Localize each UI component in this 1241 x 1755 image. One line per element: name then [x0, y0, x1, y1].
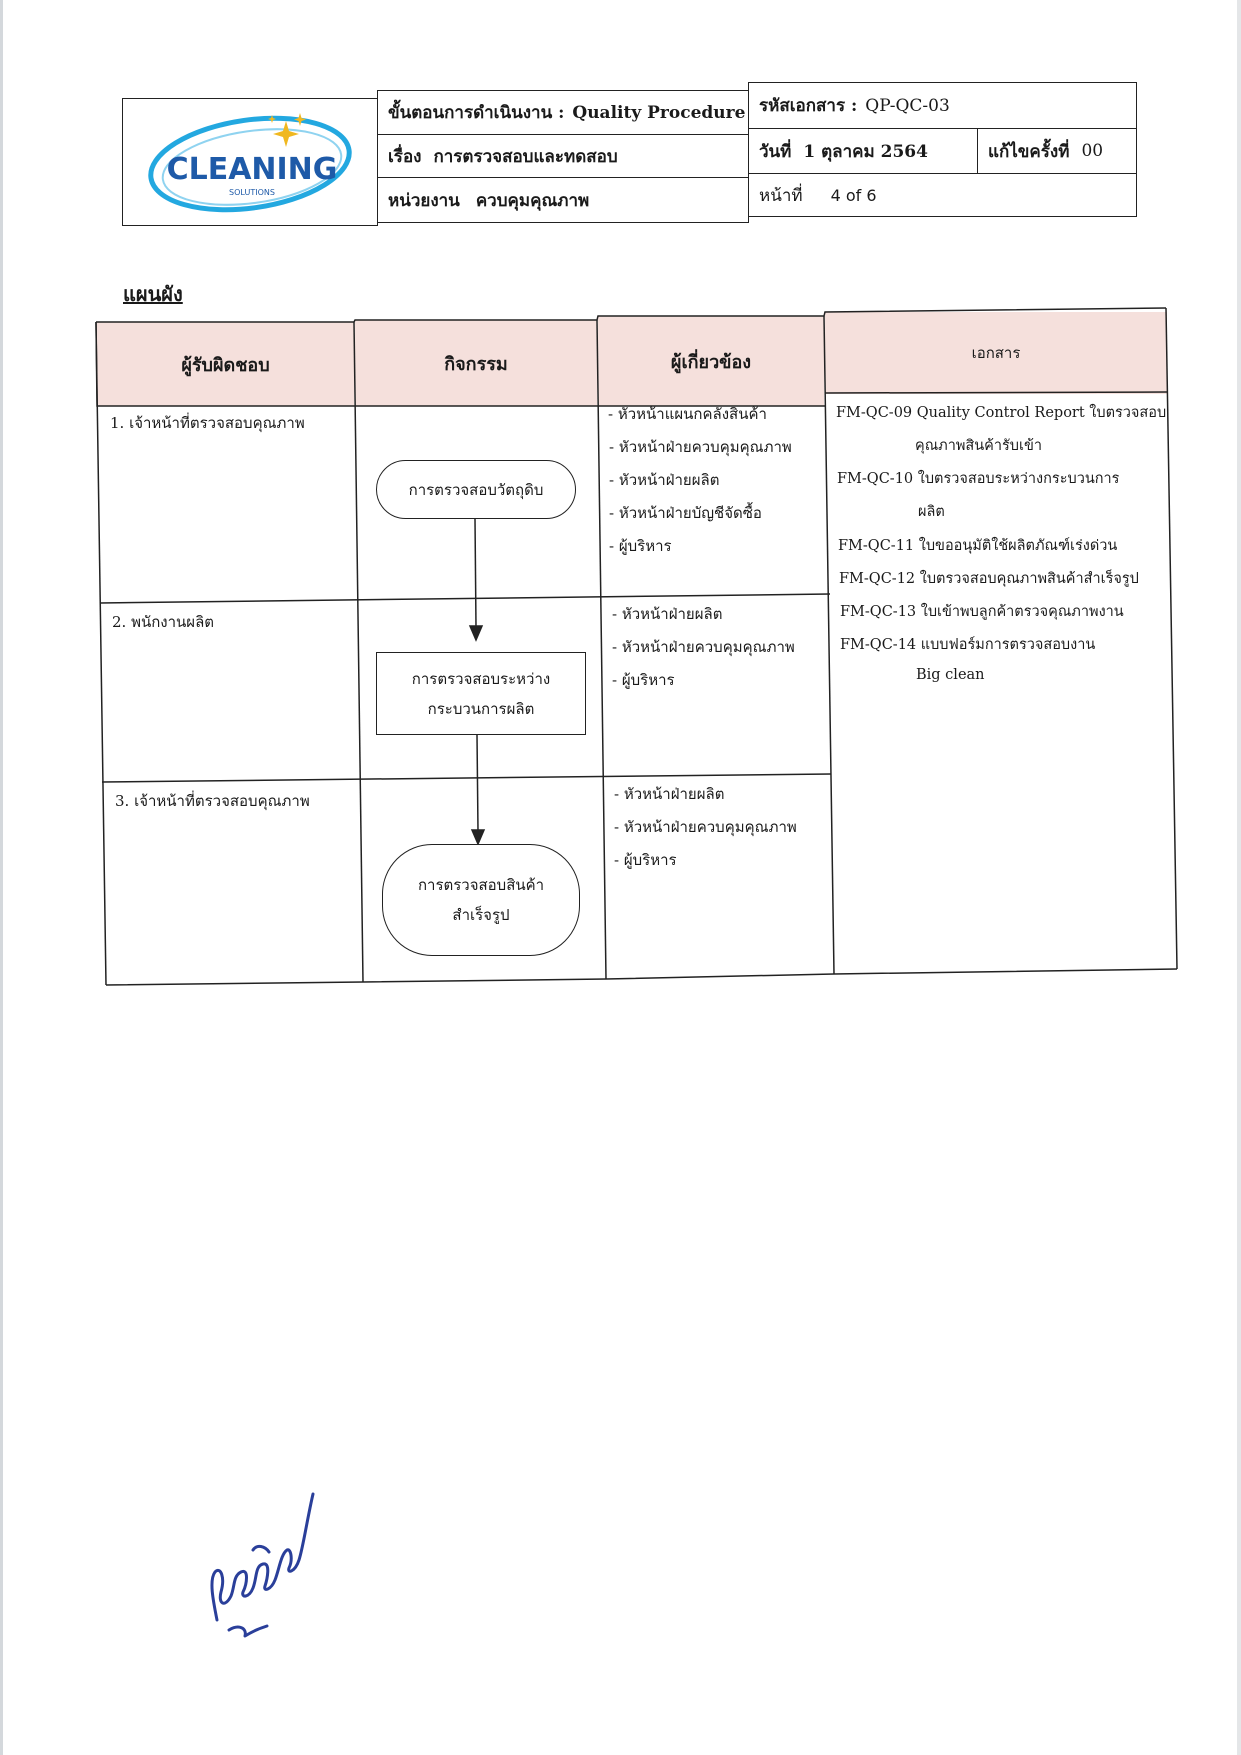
revision-value: 00: [1081, 141, 1104, 161]
activity-label: การตรวจสอบระหว่าง: [411, 669, 551, 688]
document-entry: FM-QC-11 ใบขออนุมัติใช้ผลิตภัณฑ์เร่งด่วน: [838, 538, 1118, 554]
activity-end-terminator: [382, 844, 580, 956]
revision-label: แก้ไขครั้งที่: [988, 141, 1070, 162]
column-header-documents: เอกสาร: [825, 312, 1167, 394]
document-entry: FM-QC-09 Quality Control Report ใบตรวจสอบ: [836, 405, 1167, 421]
related-item: - หัวหน้าฝ่ายผลิต: [609, 471, 720, 489]
document-entry: FM-QC-10 ใบตรวจสอบระหว่างกระบวนการ: [837, 471, 1120, 487]
responsible-cell: 1. เจ้าหน้าที่ตรวจสอบคุณภาพ: [110, 414, 305, 432]
activity-label: การตรวจสอบวัตถุดิบ: [408, 480, 544, 499]
section-title: แผนผัง: [123, 282, 183, 306]
subject-value: การตรวจสอบและทดสอบ: [433, 146, 618, 167]
subject-label: เรื่อง: [388, 146, 422, 167]
logo-tagline: SOLUTIONS: [229, 188, 275, 197]
related-item: - หัวหน้าแผนกคลังสินค้า: [608, 405, 767, 423]
procedure-value: Quality Procedure: [572, 102, 746, 123]
procedure-label: ขั้นตอนการดำเนินงาน :: [388, 103, 565, 123]
unit-value: ควบคุมคุณภาพ: [475, 190, 590, 211]
activity-process-box: [376, 652, 586, 735]
document-entry: FM-QC-12 ใบตรวจสอบคุณภาพสินค้าสำเร็จรูป: [839, 571, 1139, 587]
date-value: 1 ตุลาคม 2564: [803, 141, 928, 162]
related-item: - ผู้บริหาร: [609, 537, 672, 555]
document-entry: FM-QC-14 แบบฟอร์มการตรวจสอบงาน: [840, 637, 1096, 653]
related-item: - หัวหน้าฝ่ายบัญชีจัดซื้อ: [609, 504, 762, 522]
related-item: - ผู้บริหาร: [614, 851, 677, 869]
document-code-label: รหัสเอกสาร :: [759, 96, 858, 116]
page-number: 4 of 6: [830, 185, 877, 205]
document-code-value: QP-QC-03: [865, 95, 950, 116]
related-item: - หัวหน้าฝ่ายผลิต: [612, 605, 723, 623]
activity-label: การตรวจสอบสินค้า: [417, 876, 545, 894]
responsible-cell: 2. พนักงานผลิต: [112, 613, 215, 631]
page-label: หน้าที่: [759, 185, 803, 206]
document-entry: FM-QC-13 ใบเข้าพบลูกค้าตรวจคุณภาพงาน: [840, 604, 1124, 620]
signature: [195, 1480, 335, 1640]
activity-start-terminator: [376, 460, 576, 519]
column-header-related: ผู้เกี่ยวข้อง: [598, 316, 824, 406]
unit-label: หน่วยงาน: [388, 190, 460, 211]
date-label: วันที่: [759, 141, 792, 162]
related-item: - หัวหน้าฝ่ายควบคุมคุณภาพ: [614, 818, 797, 836]
column-header-responsible: ผู้รับผิดชอบ: [97, 322, 354, 406]
related-item: - หัวหน้าฝ่ายผลิต: [614, 785, 725, 803]
related-item: - หัวหน้าฝ่ายควบคุมคุณภาพ: [612, 638, 795, 656]
document-entry: ผลิต: [918, 504, 945, 520]
document-entry: คุณภาพสินค้ารับเข้า: [915, 438, 1043, 454]
related-item: - หัวหน้าฝ่ายควบคุมคุณภาพ: [609, 438, 792, 456]
activity-label: กระบวนการผลิต: [427, 699, 535, 718]
activity-label: สำเร็จรูป: [452, 906, 510, 924]
related-item: - ผู้บริหาร: [612, 671, 675, 689]
logo-wordmark: CLEANING: [166, 152, 338, 187]
column-header-activity: กิจกรรม: [355, 320, 597, 406]
document-entry: Big clean: [916, 667, 985, 683]
responsible-cell: 3. เจ้าหน้าที่ตรวจสอบคุณภาพ: [115, 792, 310, 810]
